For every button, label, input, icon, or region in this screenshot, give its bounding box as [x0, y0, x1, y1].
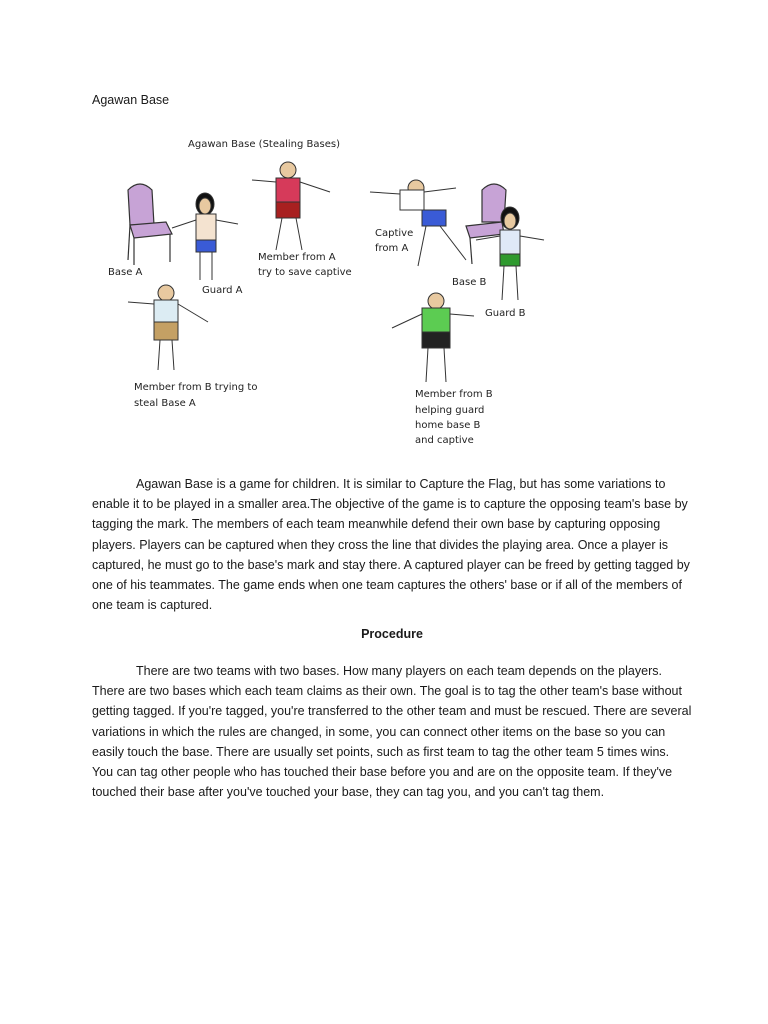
label-member-b-help-2: helping guard [415, 405, 485, 416]
illustration-caption: Agawan Base (Stealing Bases) [188, 139, 341, 150]
label-member-b-help-1: Member from B [415, 389, 493, 400]
chair-base-a-icon [128, 184, 172, 265]
agawan-base-illustration [100, 130, 560, 455]
label-member-b-help-4: and captive [415, 435, 474, 446]
procedure-heading: Procedure [361, 627, 423, 641]
document-title: Agawan Base [92, 93, 170, 107]
label-guard-b: Guard B [485, 308, 526, 319]
intro-paragraph [92, 474, 692, 615]
member-a-figure-icon [252, 162, 330, 250]
label-member-b-steal-2: steal Base A [134, 398, 196, 409]
intro-text: Agawan Base is a game for children. It is similar to Capture the Flag, but has some variations to enable it to be played in a smaller area.The objective of the game is to capture the opposing team's base by tagging the mark. The members of each team meanwhile defend their own base by capturing opposing players. Players can be captured when they cross the line that divides the playing area. Once a player is captured, he must go to the base's mark and stay there. A captured player can be freed by getting tagged by one of his teammates. The game ends when one team captures the others' base or if all of the members of one team is captured. [92, 477, 690, 613]
label-guard-a: Guard A [202, 285, 243, 296]
label-captive-2: from A [375, 243, 409, 254]
member-b-stealing-figure-icon [128, 285, 208, 370]
label-base-b: Base B [452, 277, 487, 288]
label-member-b-help-3: home base B [415, 420, 481, 431]
label-captive-1: Captive [375, 228, 414, 239]
member-b-helping-figure-icon [392, 293, 474, 382]
label-member-a-2: try to save captive [258, 267, 352, 278]
procedure-paragraph [92, 661, 692, 802]
label-member-b-steal-1: Member from B trying to [134, 382, 258, 393]
label-member-a-1: Member from A [258, 252, 336, 263]
procedure-text: There are two teams with two bases. How many players on each team depends on the players. There are two bases which each team claims as their own. The goal is to tag the other team's base without getting tagged. If you're tagged, you're transferred to the other team and must be rescued. There are several variations in which the rules are changed, in some, you can connect other items on the base so you can easily touch the base. There are usually set points, such as first team to tag the other team 5 times wins. You can tag other people who has touched their base before you and are on the opposite team. If they've touched their base after you've touched your base, they can tag you, and you can't tag them. [92, 664, 692, 800]
label-base-a: Base A [108, 267, 143, 278]
guard-a-figure-icon [172, 193, 238, 280]
